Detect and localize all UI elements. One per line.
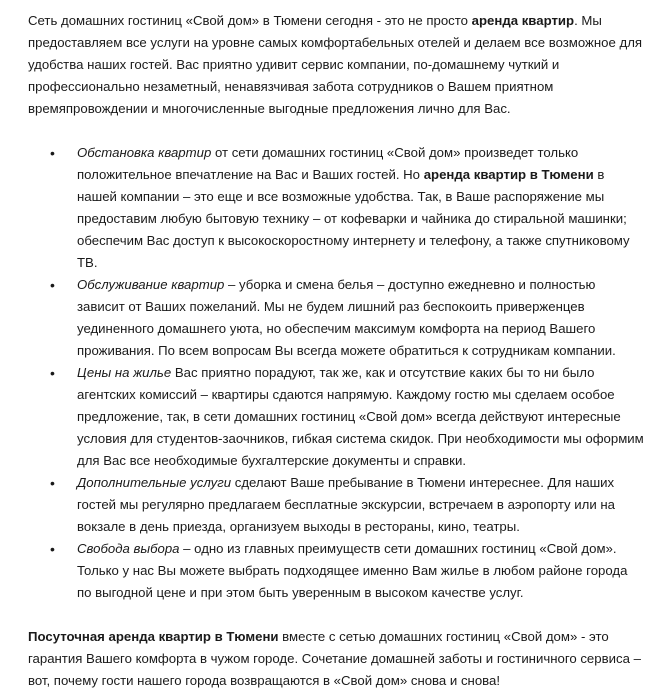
list-item xyxy=(28,142,644,274)
list-item-text-after: в нашей компании – это еще и все возможные удобства. Так, в Ваше распоряжение мы предоставим любую бытовую технику – от кофеварки и чайника до стиральной машинки; обеспечим Вас доступ к высокоскоростному интернету и телефону, а также спутниковому ТВ. xyxy=(77,167,630,270)
bullet-icon: • xyxy=(50,475,55,491)
bullet-icon: • xyxy=(50,145,55,161)
list-item-text: – уборка и смена белья – доступно ежедневно и полностью зависит от Ваших пожеланий. Мы не будем лишний раз беспокоить приверженцев уединенного домашнего уюта, но обеспечим максимум комфорта на период Вашего проживания. По всем вопросам Вы всегда можете обратиться к сотрудникам компании. xyxy=(77,277,616,358)
list-item xyxy=(28,472,644,538)
outro-text-after: вместе с сетью домашних гостиниц «Свой дом» - это гарантия Вашего комфорта в чужом городе. Сочетание домашней заботы и гостиничного сервиса – вот, почему гости нашего города возвращаются в «Свой дом» снова и снова! xyxy=(28,629,641,688)
intro-bold-keyword: аренда квартир xyxy=(471,13,575,28)
list-item-text: Вас приятно порадуют, так же, как и отсутствие каких бы то ни было агентских комиссий – квартиры сдаются напрямую. Каждому гостю мы сделаем особое предложение, так, в сети домашних гостиниц «Свой дом» всегда действуют интересные условия для студентов-заочников, гибкая система скидок. При необходимости мы оформим для Вас все необходимые бухгалтерские документы и справки. xyxy=(77,365,644,468)
bullet-icon: • xyxy=(50,277,55,293)
list-item-text: от сети домашних гостиниц «Свой дом» произведет только положительное впечатление на Вас и Ваших гостей. Но xyxy=(77,145,579,182)
list-item xyxy=(28,274,644,362)
list-item-text: – одно из главных преимуществ сети домашних гостиниц «Свой дом». Только у нас Вы можете выбрать подходящее именно Вам жилье в любом районе города по выгодной цене и при этом быть уверенным в высоком качестве услуг. xyxy=(77,541,628,600)
bullet-icon: • xyxy=(50,365,55,381)
list-item-lead: Дополнительные услуги xyxy=(77,475,232,490)
outro-paragraph xyxy=(28,626,644,692)
bullet-icon: • xyxy=(50,541,55,557)
outro-bold-keyword: Посуточная аренда квартир в Тюмени xyxy=(28,629,279,644)
intro-paragraph xyxy=(28,10,644,120)
intro-text-after: . Мы предоставляем все услуги на уровне самых комфортабельных отелей и делаем все возможное для удобства наших гостей. Вас приятно удивит сервис компании, по-домашнему чуткий и профессионально незаметный, ненавязчивая забота сотрудников о Вашем приятном времяпровождении и многочисленные выгодные предложения лично для Вас. xyxy=(28,13,643,116)
services-list xyxy=(28,142,644,604)
list-item-bold: аренда квартир в Тюмени xyxy=(423,167,594,182)
intro-text-before: Сеть домашних гостиниц «Свой дом» в Тюмени сегодня - это не просто xyxy=(28,13,472,28)
list-item-lead: Цены на жилье xyxy=(77,365,172,380)
list-item-text: сделают Ваше пребывание в Тюмени интереснее. Для наших гостей мы регулярно предлагаем бесплатные экскурсии, встречаем в аэропорту или на вокзале в день приезда, организуем выходы в рестораны, кино, театры. xyxy=(77,475,615,534)
list-item xyxy=(28,362,644,472)
list-item-lead: Обстановка квартир xyxy=(77,145,212,160)
list-item xyxy=(28,538,644,604)
list-item-lead: Свобода выбора xyxy=(77,541,180,556)
list-item-lead: Обслуживание квартир xyxy=(77,277,225,292)
